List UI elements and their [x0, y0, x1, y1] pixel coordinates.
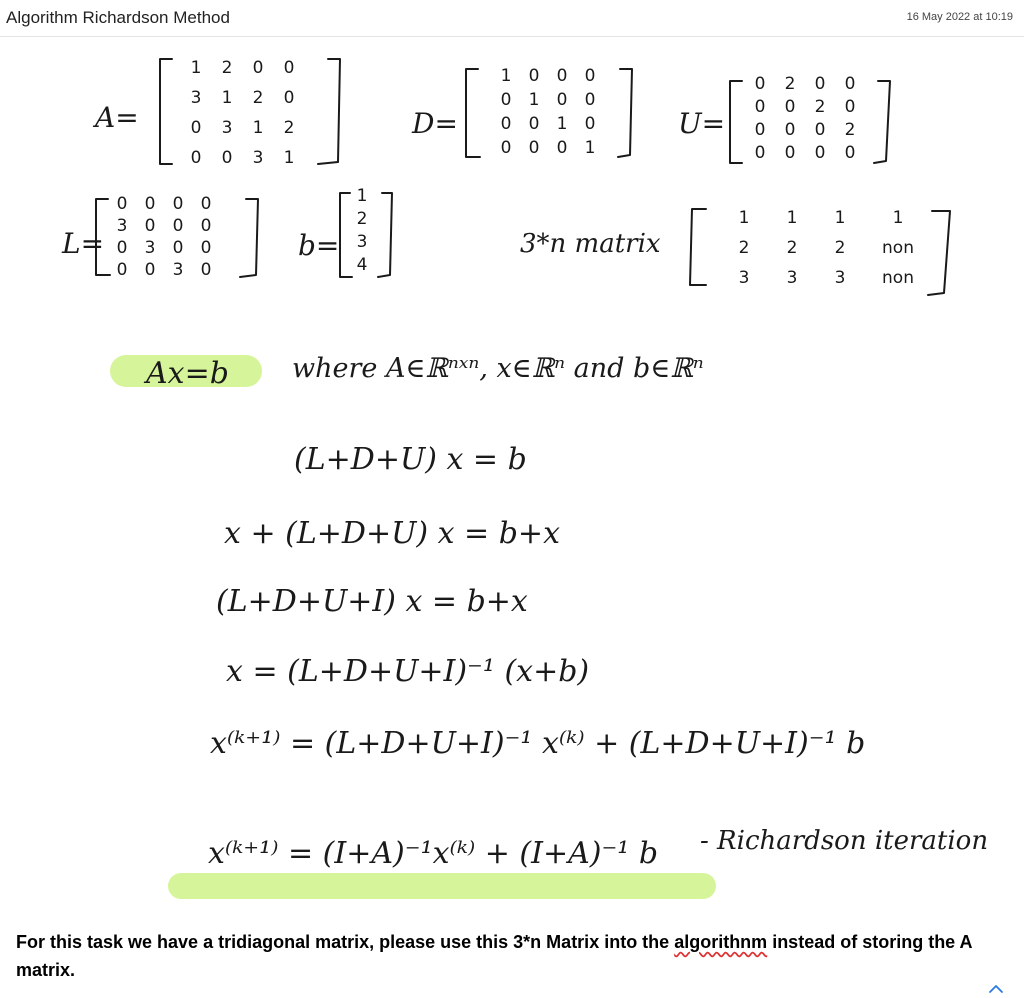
- matrix-a-right-bracket: [318, 59, 340, 164]
- compact-matrix-left-bracket: [690, 209, 706, 285]
- matrix-a-cell: 1: [283, 148, 295, 168]
- matrix-u-cell: 0: [784, 120, 796, 140]
- matrix-a-cell: 2: [283, 118, 295, 138]
- matrix-b-cell: 3: [356, 232, 368, 252]
- matrix-u-cell: 0: [814, 143, 826, 163]
- matrix-l-cell: 0: [144, 260, 156, 280]
- eq-step3: (L+D+U+I) x = b+x: [216, 584, 528, 619]
- chevron-up-icon[interactable]: [988, 984, 1004, 994]
- matrix-d-cell: 0: [528, 138, 540, 158]
- matrix-u-cell: 0: [784, 97, 796, 117]
- matrix-a-cell: 3: [221, 118, 233, 138]
- vector-b-left-bracket: [340, 193, 352, 277]
- matrix-l-cell: 0: [144, 194, 156, 214]
- eq-final-label: - Richardson iteration: [700, 826, 989, 856]
- matrix-a-cell: 2: [221, 58, 233, 78]
- matrix-b-cell: 2: [356, 209, 368, 229]
- matrix-compact-cell: 1: [892, 208, 904, 228]
- matrix-l-right-bracket: [240, 199, 258, 277]
- matrix-d-right-bracket: [618, 69, 632, 157]
- matrix-l: [61, 194, 258, 280]
- matrix-a-cell: 1: [221, 88, 233, 108]
- matrix-l-cell: 0: [116, 194, 128, 214]
- note-timestamp: 16 May 2022 at 10:19: [906, 11, 1013, 23]
- matrix-compact-cell: non: [882, 268, 914, 288]
- eq-step1: (L+D+U) x = b: [294, 442, 527, 477]
- matrix-compact-cell: non: [882, 238, 914, 258]
- matrix-l-cell: 0: [144, 216, 156, 236]
- highlight-final: [168, 873, 716, 899]
- matrix-d: [411, 66, 632, 158]
- matrix-b-cell: 1: [356, 186, 368, 206]
- matrix-d-cell: 0: [500, 138, 512, 158]
- matrix-a-label: A=: [95, 101, 139, 134]
- matrix-u-cell: 0: [784, 143, 796, 163]
- matrix-l-grid: [117, 194, 212, 280]
- matrix-d-grid: [501, 66, 596, 158]
- matrix-d-cell: 0: [528, 114, 540, 134]
- matrix-l-label: L=: [62, 227, 105, 260]
- matrix-d-cell: 1: [556, 114, 568, 134]
- matrix-l-cell: 0: [116, 260, 128, 280]
- matrix-d-cell: 0: [584, 66, 596, 86]
- matrix-a-cell: 1: [252, 118, 264, 138]
- matrix-u: [678, 74, 890, 163]
- matrix-l-cell: 0: [172, 238, 184, 258]
- vector-b-label: b=: [298, 229, 340, 262]
- matrix-l-cell: 0: [200, 238, 212, 258]
- compact-matrix-label: 3*n matrix: [520, 229, 661, 259]
- matrix-a: [92, 58, 340, 168]
- matrix-d-cell: 1: [584, 138, 596, 158]
- instruction-text: [16, 928, 1006, 984]
- note-title: Algorithm Richardson Method: [6, 8, 230, 27]
- matrix-l-cell: 0: [116, 238, 128, 258]
- matrix-a-cell: 0: [190, 148, 202, 168]
- matrix-d-cell: 0: [500, 90, 512, 110]
- matrix-u-grid: [755, 74, 856, 163]
- matrix-a-grid: [191, 58, 295, 168]
- matrix-b-cell: 4: [356, 255, 368, 275]
- matrix-a-left-bracket: [160, 59, 172, 164]
- matrix-u-cell: 0: [844, 97, 856, 117]
- matrix-u-cell: 2: [784, 74, 796, 94]
- matrix-u-cell: 0: [754, 74, 766, 94]
- matrix-a-cell: 0: [252, 58, 264, 78]
- matrix-compact-cell: 2: [834, 238, 846, 258]
- eq-domain: where A∈ℝⁿˣⁿ, x∈ℝⁿ and b∈ℝⁿ: [292, 353, 704, 384]
- matrix-l-cell: 0: [200, 216, 212, 236]
- matrix-d-cell: 0: [556, 66, 568, 86]
- matrix-l-cell: 3: [144, 238, 156, 258]
- matrix-l-cell: 3: [116, 216, 128, 236]
- matrix-d-cell: 0: [584, 90, 596, 110]
- matrix-d-cell: 0: [528, 66, 540, 86]
- matrix-compact-cell: 2: [738, 238, 750, 258]
- matrix-u-cell: 2: [844, 120, 856, 140]
- matrix-a-cell: 1: [190, 58, 202, 78]
- eq-step4: x = (L+D+U+I)⁻¹ (x+b): [226, 654, 590, 689]
- vector-b-right-bracket: [378, 193, 392, 277]
- vector-b-grid: [357, 186, 368, 275]
- eq-step2: x + (L+D+U) x = b+x: [224, 516, 560, 551]
- matrix-compact-cell: 1: [834, 208, 846, 228]
- matrix-l-cell: 3: [172, 260, 184, 280]
- matrix-u-right-bracket: [874, 81, 890, 163]
- matrix-compact-cell: 3: [786, 268, 798, 288]
- compact-matrix-grid: [739, 208, 914, 288]
- eq-step5: x⁽ᵏ⁺¹⁾ = (L+D+U+I)⁻¹ x⁽ᵏ⁾ + (L+D+U+I)⁻¹ b: [210, 726, 866, 761]
- matrix-l-cell: 0: [172, 194, 184, 214]
- matrix-a-cell: 0: [283, 88, 295, 108]
- matrix-u-cell: 2: [814, 97, 826, 117]
- matrix-compact-cell: 1: [786, 208, 798, 228]
- matrix-d-cell: 0: [500, 114, 512, 134]
- matrix-u-cell: 0: [844, 74, 856, 94]
- handwriting-canvas[interactable]: [0, 37, 1024, 917]
- matrix-l-cell: 0: [200, 260, 212, 280]
- matrix-d-label: D=: [412, 107, 458, 140]
- matrix-a-cell: 2: [252, 88, 264, 108]
- matrix-u-cell: 0: [814, 74, 826, 94]
- matrix-u-left-bracket: [730, 81, 742, 163]
- matrix-a-cell: 0: [283, 58, 295, 78]
- matrix-d-cell: 0: [556, 90, 568, 110]
- compact-matrix-right-bracket: [928, 211, 950, 295]
- matrix-u-label: U=: [678, 107, 726, 140]
- matrix-compact-cell: 3: [834, 268, 846, 288]
- matrix-u-cell: 0: [814, 120, 826, 140]
- matrix-l-cell: 0: [172, 216, 184, 236]
- matrix-l-cell: 0: [200, 194, 212, 214]
- instruction-part-2: instead of storing the A matrix.: [16, 932, 972, 980]
- compact-matrix: [520, 208, 950, 295]
- matrix-a-cell: 3: [190, 88, 202, 108]
- matrix-compact-cell: 1: [738, 208, 750, 228]
- matrix-d-left-bracket: [466, 69, 480, 157]
- matrix-u-cell: 0: [754, 97, 766, 117]
- matrix-compact-cell: 3: [738, 268, 750, 288]
- matrix-u-cell: 0: [754, 120, 766, 140]
- matrix-d-cell: 1: [528, 90, 540, 110]
- matrix-u-cell: 0: [844, 143, 856, 163]
- matrix-d-cell: 1: [500, 66, 512, 86]
- instruction-part-1: For this task we have a tridiagonal matrix, please use this 3*n Matrix into the: [16, 932, 675, 952]
- title-bar: [0, 0, 1024, 37]
- misspelled-word[interactable]: algorithnm: [674, 932, 768, 952]
- vector-b: [298, 186, 392, 277]
- matrix-d-cell: 0: [584, 114, 596, 134]
- matrix-a-cell: 3: [252, 148, 264, 168]
- eq-system: Ax=b: [146, 356, 229, 391]
- matrix-d-cell: 0: [556, 138, 568, 158]
- eq-final: x⁽ᵏ⁺¹⁾ = (I+A)⁻¹x⁽ᵏ⁾ + (I+A)⁻¹ b: [208, 836, 659, 871]
- matrix-a-cell: 0: [221, 148, 233, 168]
- matrix-u-cell: 0: [754, 143, 766, 163]
- matrix-a-cell: 0: [190, 118, 202, 138]
- matrix-compact-cell: 2: [786, 238, 798, 258]
